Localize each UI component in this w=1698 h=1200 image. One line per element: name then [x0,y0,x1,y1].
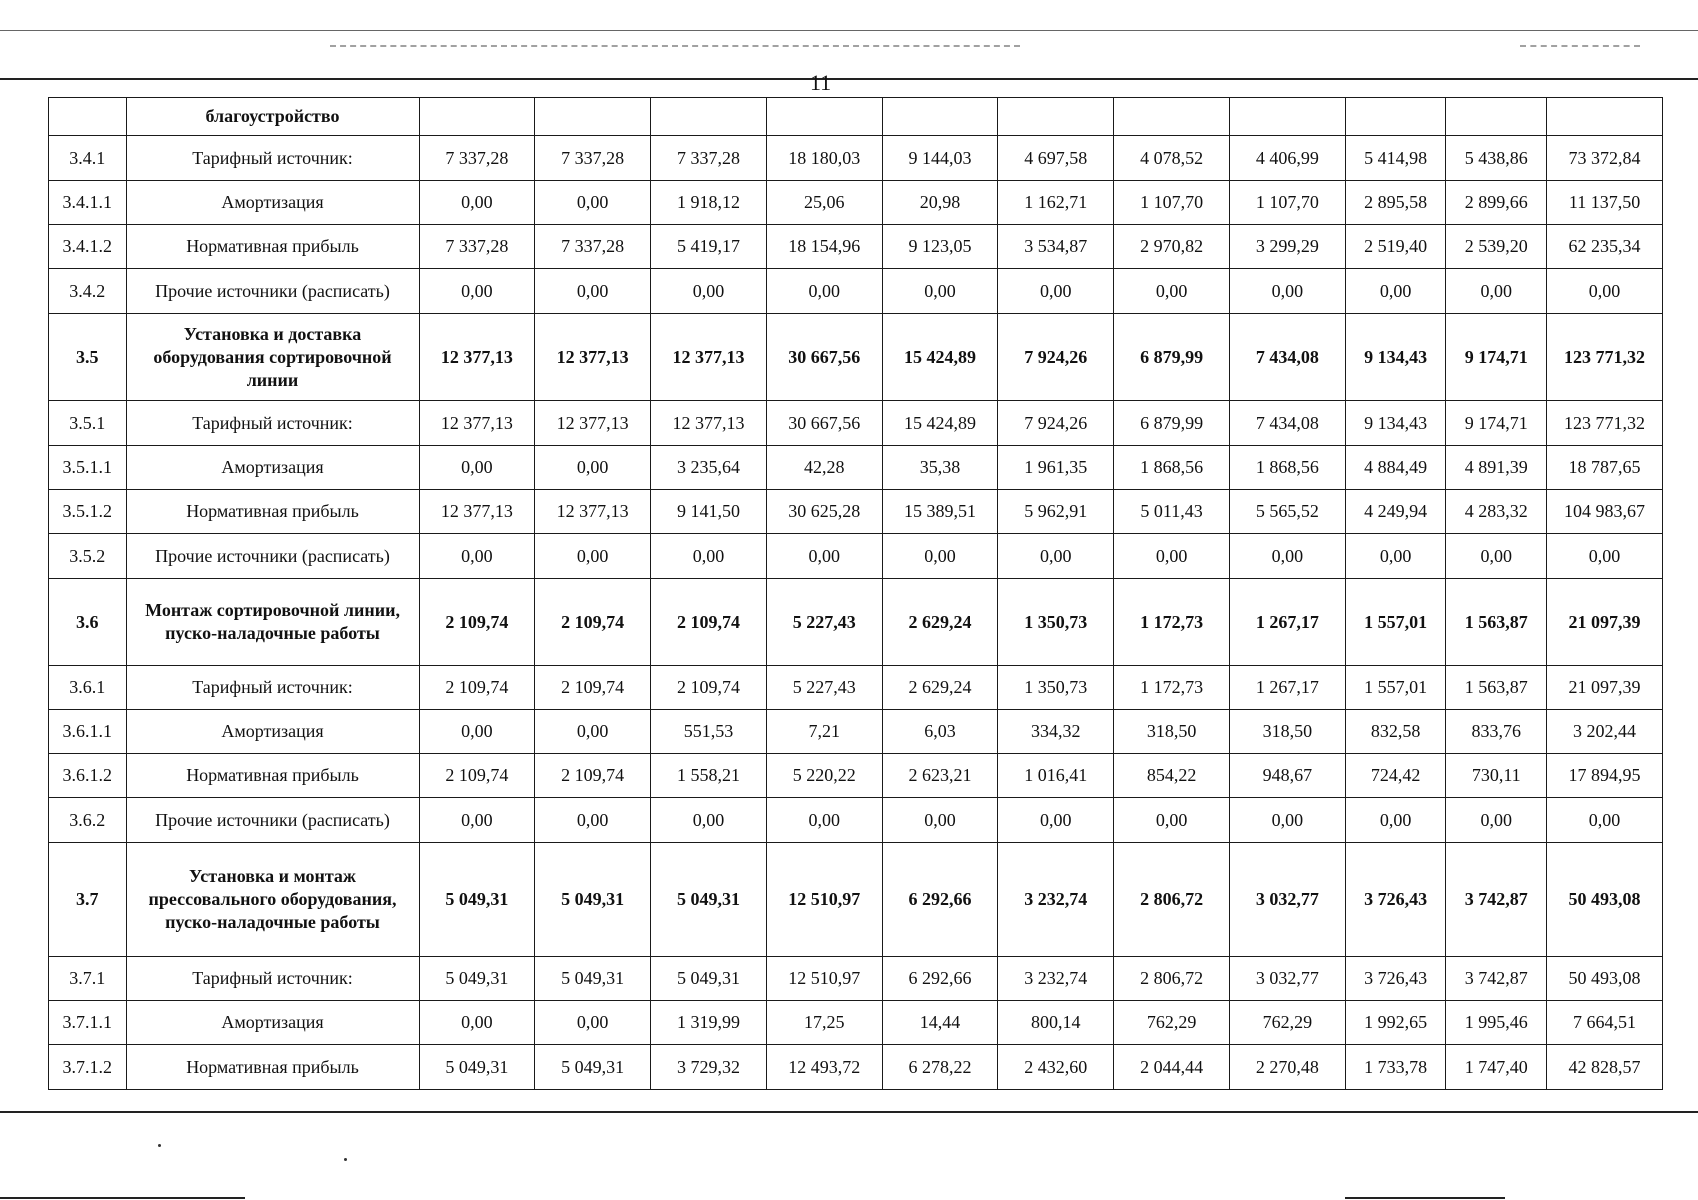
value-cell: 2 109,74 [535,666,651,710]
table-row [49,798,1663,843]
value-cell: 35,38 [882,446,998,490]
value-cell: 833,76 [1446,710,1547,754]
value-cell: 2 899,66 [1446,181,1547,225]
row-code: 3.6 [49,579,127,666]
value-cell: 334,32 [998,710,1114,754]
value-cell: 0,00 [1345,534,1446,579]
table-row [49,269,1663,314]
value-cell: 1 016,41 [998,754,1114,798]
value-cell: 0,00 [766,534,882,579]
value-cell: 762,29 [1229,1001,1345,1045]
table-row [49,181,1663,225]
value-cell: 11 137,50 [1547,181,1663,225]
value-cell: 1 868,56 [1229,446,1345,490]
scan-speck [158,1144,161,1147]
table-row [49,446,1663,490]
row-code: 3.4.1.1 [49,181,127,225]
value-cell: 5 227,43 [766,579,882,666]
value-cell [882,98,998,136]
value-cell: 12 377,13 [535,490,651,534]
value-cell: 0,00 [419,710,535,754]
value-cell [419,98,535,136]
value-cell: 1 995,46 [1446,1001,1547,1045]
value-cell: 62 235,34 [1547,225,1663,269]
value-cell: 4 249,94 [1345,490,1446,534]
value-cell: 7 337,28 [651,136,767,181]
value-cell: 42,28 [766,446,882,490]
row-name: Нормативная прибыль [126,225,419,269]
value-cell: 73 372,84 [1547,136,1663,181]
value-cell: 1 918,12 [651,181,767,225]
value-cell: 0,00 [419,798,535,843]
value-cell: 0,00 [998,534,1114,579]
value-cell: 0,00 [1229,798,1345,843]
value-cell: 2 109,74 [535,579,651,666]
value-cell: 0,00 [535,269,651,314]
value-cell: 1 172,73 [1114,666,1230,710]
value-cell: 0,00 [419,269,535,314]
row-code: 3.5 [49,314,127,401]
value-cell: 1 267,17 [1229,666,1345,710]
value-cell: 3 299,29 [1229,225,1345,269]
table-row [49,1045,1663,1090]
value-cell: 948,67 [1229,754,1345,798]
value-cell: 21 097,39 [1547,666,1663,710]
value-cell: 2 806,72 [1114,843,1230,957]
value-cell: 5 049,31 [535,843,651,957]
value-cell: 4 406,99 [1229,136,1345,181]
value-cell: 30 667,56 [766,314,882,401]
value-cell: 0,00 [1446,269,1547,314]
value-cell: 2 629,24 [882,666,998,710]
value-cell: 2 970,82 [1114,225,1230,269]
value-cell: 9 141,50 [651,490,767,534]
table-row [49,1001,1663,1045]
value-cell: 0,00 [882,534,998,579]
value-cell: 1 563,87 [1446,579,1547,666]
value-cell: 18 787,65 [1547,446,1663,490]
header-rule [0,78,1698,80]
value-cell: 5 049,31 [651,957,767,1001]
value-cell: 12 377,13 [419,314,535,401]
row-name: Амортизация [126,446,419,490]
value-cell: 12 510,97 [766,843,882,957]
value-cell [535,98,651,136]
value-cell: 104 983,67 [1547,490,1663,534]
value-cell: 0,00 [998,269,1114,314]
value-cell: 1 162,71 [998,181,1114,225]
value-cell: 0,00 [535,446,651,490]
value-cell: 2 109,74 [651,666,767,710]
value-cell: 9 174,71 [1446,401,1547,446]
value-cell: 17,25 [766,1001,882,1045]
value-cell: 42 828,57 [1547,1045,1663,1090]
table-row [49,666,1663,710]
value-cell: 2 539,20 [1446,225,1547,269]
value-cell: 2 109,74 [419,666,535,710]
row-code: 3.4.1.2 [49,225,127,269]
value-cell: 3 729,32 [651,1045,767,1090]
value-cell: 854,22 [1114,754,1230,798]
table-row [49,754,1663,798]
value-cell: 3 232,74 [998,843,1114,957]
value-cell: 1 733,78 [1345,1045,1446,1090]
value-cell: 7 924,26 [998,314,1114,401]
value-cell: 6 292,66 [882,957,998,1001]
value-cell: 7,21 [766,710,882,754]
table-row [49,314,1663,401]
value-cell: 2 270,48 [1229,1045,1345,1090]
value-cell: 5 049,31 [651,843,767,957]
value-cell: 0,00 [1547,534,1663,579]
value-cell: 0,00 [419,1001,535,1045]
value-cell: 6 879,99 [1114,401,1230,446]
value-cell: 4 884,49 [1345,446,1446,490]
value-cell: 7 337,28 [535,225,651,269]
value-cell: 3 742,87 [1446,957,1547,1001]
page-number: 11 [810,70,832,95]
row-name: Установка и доставка оборудования сортировочной линии [126,314,419,401]
value-cell: 0,00 [419,181,535,225]
row-code: 3.5.1.1 [49,446,127,490]
value-cell: 5 565,52 [1229,490,1345,534]
table-row [49,534,1663,579]
table-row [49,843,1663,957]
value-cell: 9 123,05 [882,225,998,269]
value-cell: 0,00 [535,534,651,579]
value-cell: 9 134,43 [1345,314,1446,401]
value-cell: 1 558,21 [651,754,767,798]
value-cell: 0,00 [535,710,651,754]
row-name: Тарифный источник: [126,401,419,446]
value-cell: 123 771,32 [1547,401,1663,446]
row-name: благоустройство [126,98,419,136]
value-cell: 0,00 [419,534,535,579]
value-cell: 3 032,77 [1229,843,1345,957]
value-cell: 17 894,95 [1547,754,1663,798]
value-cell: 9 144,03 [882,136,998,181]
value-cell: 4 283,32 [1446,490,1547,534]
value-cell: 762,29 [1114,1001,1230,1045]
table-row [49,579,1663,666]
value-cell: 50 493,08 [1547,843,1663,957]
value-cell: 30 625,28 [766,490,882,534]
value-cell: 0,00 [1547,798,1663,843]
row-code: 3.6.1 [49,666,127,710]
value-cell: 3 202,44 [1547,710,1663,754]
value-cell: 1 107,70 [1229,181,1345,225]
value-cell: 2 109,74 [419,754,535,798]
value-cell: 2 109,74 [535,754,651,798]
value-cell: 12 377,13 [651,401,767,446]
value-cell: 1 350,73 [998,579,1114,666]
value-cell: 12 510,97 [766,957,882,1001]
row-name: Прочие источники (расписать) [126,534,419,579]
row-name: Тарифный источник: [126,136,419,181]
row-code: 3.7.1 [49,957,127,1001]
value-cell: 0,00 [419,446,535,490]
row-code: 3.4.1 [49,136,127,181]
value-cell: 0,00 [882,269,998,314]
value-cell [1229,98,1345,136]
value-cell: 5 220,22 [766,754,882,798]
value-cell: 15 424,89 [882,401,998,446]
value-cell: 3 726,43 [1345,957,1446,1001]
row-code [49,98,127,136]
scan-speck [344,1158,347,1161]
value-cell: 0,00 [1547,269,1663,314]
value-cell: 14,44 [882,1001,998,1045]
value-cell: 0,00 [1446,798,1547,843]
value-cell: 4 697,58 [998,136,1114,181]
row-name: Амортизация [126,1001,419,1045]
top-rule [0,30,1698,31]
value-cell: 3 534,87 [998,225,1114,269]
value-cell: 2 109,74 [419,579,535,666]
value-cell: 15 424,89 [882,314,998,401]
value-cell: 12 377,13 [535,314,651,401]
row-code: 3.7 [49,843,127,957]
value-cell [1446,98,1547,136]
row-name: Установка и монтаж прессовального оборудования, пуско-наладочные работы [126,843,419,957]
value-cell: 724,42 [1345,754,1446,798]
footer-rule-right [1345,1197,1505,1199]
value-cell: 3 726,43 [1345,843,1446,957]
top-faint-line-right [1520,45,1640,47]
value-cell: 18 180,03 [766,136,882,181]
value-cell: 0,00 [1114,534,1230,579]
row-code: 3.6.1.1 [49,710,127,754]
value-cell: 318,50 [1229,710,1345,754]
value-cell: 20,98 [882,181,998,225]
value-cell: 21 097,39 [1547,579,1663,666]
value-cell: 7 924,26 [998,401,1114,446]
table-body [49,98,1663,1090]
value-cell: 30 667,56 [766,401,882,446]
value-cell: 12 377,13 [535,401,651,446]
table-row [49,225,1663,269]
value-cell: 5 962,91 [998,490,1114,534]
value-cell: 6 292,66 [882,843,998,957]
value-cell: 800,14 [998,1001,1114,1045]
value-cell: 0,00 [766,269,882,314]
value-cell: 7 434,08 [1229,314,1345,401]
value-cell: 0,00 [651,534,767,579]
value-cell: 12 493,72 [766,1045,882,1090]
value-cell: 1 350,73 [998,666,1114,710]
value-cell: 7 337,28 [419,136,535,181]
table-row [49,98,1663,136]
value-cell: 9 134,43 [1345,401,1446,446]
value-cell: 5 419,17 [651,225,767,269]
value-cell: 1 992,65 [1345,1001,1446,1045]
value-cell: 6,03 [882,710,998,754]
value-cell: 0,00 [998,798,1114,843]
value-cell: 7 664,51 [1547,1001,1663,1045]
value-cell: 2 432,60 [998,1045,1114,1090]
value-cell: 1 172,73 [1114,579,1230,666]
value-cell [1345,98,1446,136]
bottom-rule [0,1111,1698,1113]
value-cell: 4 078,52 [1114,136,1230,181]
row-code: 3.5.1 [49,401,127,446]
value-cell: 2 806,72 [1114,957,1230,1001]
row-code: 3.5.2 [49,534,127,579]
table-row [49,710,1663,754]
value-cell: 5 011,43 [1114,490,1230,534]
value-cell: 2 629,24 [882,579,998,666]
value-cell: 12 377,13 [651,314,767,401]
value-cell: 15 389,51 [882,490,998,534]
value-cell: 9 174,71 [1446,314,1547,401]
value-cell: 730,11 [1446,754,1547,798]
row-code: 3.7.1.2 [49,1045,127,1090]
value-cell [998,98,1114,136]
value-cell: 3 235,64 [651,446,767,490]
value-cell: 0,00 [535,1001,651,1045]
value-cell: 1 107,70 [1114,181,1230,225]
value-cell: 7 434,08 [1229,401,1345,446]
value-cell: 25,06 [766,181,882,225]
value-cell: 1 557,01 [1345,579,1446,666]
value-cell: 832,58 [1345,710,1446,754]
value-cell: 0,00 [651,269,767,314]
row-code: 3.4.2 [49,269,127,314]
row-name: Тарифный источник: [126,957,419,1001]
value-cell: 2 623,21 [882,754,998,798]
value-cell: 1 747,40 [1446,1045,1547,1090]
value-cell: 4 891,39 [1446,446,1547,490]
value-cell: 0,00 [1114,798,1230,843]
value-cell [1114,98,1230,136]
value-cell [651,98,767,136]
value-cell: 318,50 [1114,710,1230,754]
value-cell: 12 377,13 [419,490,535,534]
footer-rule-left [0,1197,245,1199]
value-cell [1547,98,1663,136]
row-name: Нормативная прибыль [126,754,419,798]
value-cell: 50 493,08 [1547,957,1663,1001]
value-cell: 5 227,43 [766,666,882,710]
value-cell: 5 438,86 [1446,136,1547,181]
row-name: Нормативная прибыль [126,490,419,534]
value-cell: 5 049,31 [419,1045,535,1090]
row-code: 3.7.1.1 [49,1001,127,1045]
value-cell: 0,00 [1345,798,1446,843]
top-faint-line [330,45,1020,47]
table-row [49,957,1663,1001]
value-cell: 5 049,31 [419,957,535,1001]
value-cell: 3 032,77 [1229,957,1345,1001]
budget-table [48,97,1663,1090]
value-cell: 123 771,32 [1547,314,1663,401]
value-cell: 1 961,35 [998,446,1114,490]
value-cell: 0,00 [766,798,882,843]
row-name: Прочие источники (расписать) [126,798,419,843]
table-row [49,401,1663,446]
value-cell: 551,53 [651,710,767,754]
value-cell: 1 557,01 [1345,666,1446,710]
value-cell: 2 044,44 [1114,1045,1230,1090]
value-cell: 6 879,99 [1114,314,1230,401]
value-cell: 0,00 [1345,269,1446,314]
value-cell: 0,00 [1229,534,1345,579]
value-cell: 3 742,87 [1446,843,1547,957]
value-cell: 0,00 [1229,269,1345,314]
value-cell: 0,00 [651,798,767,843]
value-cell: 7 337,28 [419,225,535,269]
value-cell: 5 049,31 [535,957,651,1001]
value-cell: 0,00 [1114,269,1230,314]
table-row [49,136,1663,181]
value-cell: 3 232,74 [998,957,1114,1001]
value-cell: 2 895,58 [1345,181,1446,225]
table-row [49,490,1663,534]
value-cell: 0,00 [882,798,998,843]
value-cell: 18 154,96 [766,225,882,269]
value-cell: 0,00 [535,798,651,843]
value-cell: 1 563,87 [1446,666,1547,710]
value-cell: 1 868,56 [1114,446,1230,490]
value-cell: 1 319,99 [651,1001,767,1045]
row-name: Амортизация [126,181,419,225]
value-cell: 5 049,31 [535,1045,651,1090]
row-code: 3.5.1.2 [49,490,127,534]
value-cell: 5 414,98 [1345,136,1446,181]
value-cell: 0,00 [535,181,651,225]
value-cell [766,98,882,136]
row-name: Прочие источники (расписать) [126,269,419,314]
row-name: Монтаж сортировочной линии, пуско-наладочные работы [126,579,419,666]
value-cell: 12 377,13 [419,401,535,446]
row-code: 3.6.2 [49,798,127,843]
value-cell: 0,00 [1446,534,1547,579]
value-cell: 2 109,74 [651,579,767,666]
value-cell: 1 267,17 [1229,579,1345,666]
row-name: Тарифный источник: [126,666,419,710]
value-cell: 7 337,28 [535,136,651,181]
value-cell: 2 519,40 [1345,225,1446,269]
row-name: Амортизация [126,710,419,754]
row-name: Нормативная прибыль [126,1045,419,1090]
value-cell: 6 278,22 [882,1045,998,1090]
row-code: 3.6.1.2 [49,754,127,798]
value-cell: 5 049,31 [419,843,535,957]
